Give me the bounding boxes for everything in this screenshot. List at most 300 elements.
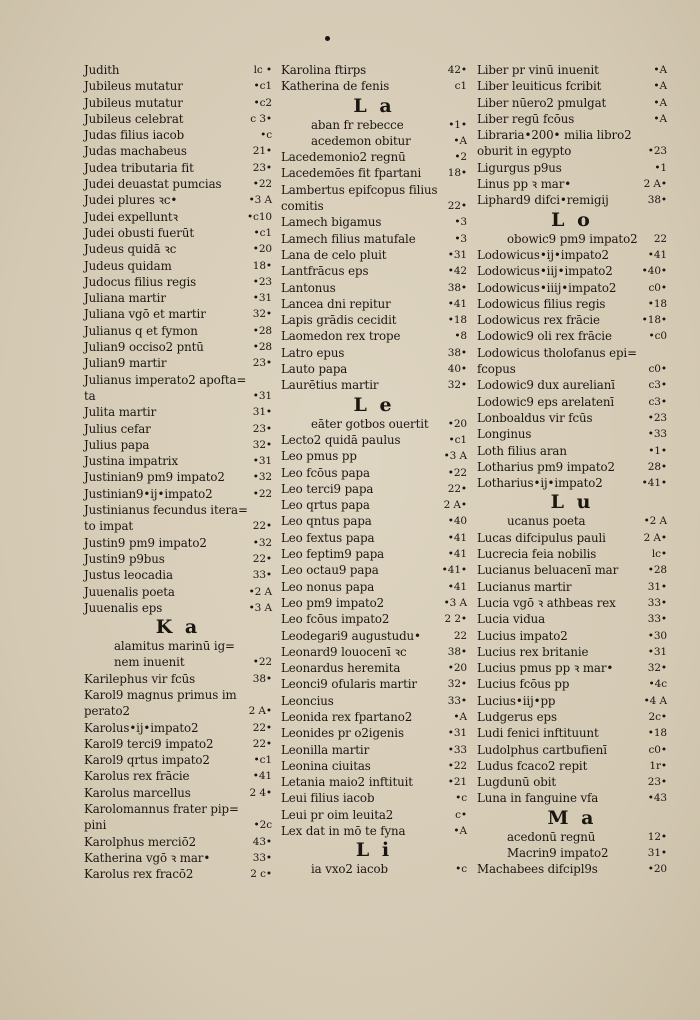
entry-text: Leo feptim9 papa — [281, 547, 385, 562]
entry-folio: •c — [455, 863, 467, 876]
index-entry — [84, 176, 272, 192]
index-entry — [84, 355, 272, 371]
index-entry — [84, 437, 272, 453]
entry-text: Karol9 magnus primus im — [84, 687, 237, 702]
entry-text: obowic9 pm9 impato2 — [507, 231, 638, 246]
entry-folio: •22 — [447, 759, 467, 772]
entry-text: Leonci9 ofularis martir — [281, 677, 417, 692]
entry-folio: c3• — [648, 379, 667, 392]
entry-folio: •23 — [647, 145, 667, 158]
entry-folio: •20 — [447, 417, 467, 430]
entry-text: oburit in egypto — [477, 144, 572, 159]
index-entry — [281, 263, 467, 279]
index-entry — [281, 595, 467, 611]
entry-text: Judei deuastat pumcias — [84, 177, 222, 192]
entry-folio: •c — [260, 129, 272, 142]
index-entry — [477, 845, 667, 861]
entry-folio: 33• — [447, 694, 467, 707]
index-entry — [84, 801, 272, 817]
entry-folio: •c1 — [448, 433, 467, 446]
index-entry — [477, 829, 667, 845]
entry-folio: 2 4• — [249, 786, 272, 799]
entry-folio: 23• — [252, 422, 272, 435]
entry-folio: •31 — [647, 645, 667, 658]
entry-folio: •18 — [647, 297, 667, 310]
index-entry — [477, 247, 667, 263]
entry-text: Leonina ciuitas — [281, 758, 371, 773]
entry-folio: 32• — [252, 438, 272, 451]
section-heading: L o — [551, 208, 593, 231]
index-entry — [281, 861, 467, 877]
index-entry — [84, 225, 272, 241]
entry-folio: 42• — [447, 64, 467, 76]
entry-folio: 22 — [453, 629, 467, 642]
entry-text: Julian9 martir — [84, 356, 167, 371]
entry-folio: •41• — [441, 564, 467, 577]
entry-folio: •31 — [447, 727, 467, 740]
entry-text: ucanus poeta — [507, 514, 586, 529]
entry-folio: •41 — [647, 248, 667, 261]
index-entry — [477, 263, 667, 279]
entry-text: Liphard9 difci•remigij — [477, 193, 609, 208]
entry-text: Judith — [84, 63, 120, 77]
entry-folio: c1 — [454, 80, 467, 93]
entry-folio: •2 A — [643, 515, 667, 528]
entry-folio: c0• — [648, 281, 667, 294]
entry-text: Lauto papa — [281, 362, 348, 377]
page-mark — [325, 36, 330, 41]
index-entry — [281, 198, 467, 214]
index-entry — [477, 345, 667, 361]
entry-text: pini — [84, 818, 107, 833]
entry-folio: •41 — [252, 770, 272, 783]
entry-folio: 33• — [647, 596, 667, 609]
entry-folio: •41 — [447, 580, 467, 593]
index-entry — [477, 361, 667, 377]
entry-text: Lucianus beluacenī mar — [477, 563, 619, 578]
index-entry — [281, 432, 467, 448]
entry-text: Katherina de fenis — [281, 79, 390, 94]
entry-folio: •22 — [252, 178, 272, 191]
entry-folio: 1r• — [649, 759, 667, 772]
entry-folio: •c10 — [246, 210, 272, 223]
entry-text: Julius cefar — [84, 421, 151, 436]
entry-text: Lacedemōes fit fpartani — [281, 166, 422, 181]
entry-text: Lodowicus filius regis — [477, 296, 606, 311]
entry-folio: 31• — [647, 847, 667, 860]
entry-text: Judocus filius regis — [84, 274, 197, 289]
entry-text: Leo pmus pp — [281, 449, 357, 464]
index-entry — [281, 465, 467, 481]
index-entry — [281, 758, 467, 774]
entry-folio: •28 — [252, 341, 272, 354]
entry-text: Lodowicus rex frācie — [477, 313, 600, 328]
index-entry — [281, 312, 467, 328]
entry-text: Lodowic9 eps arelatenī — [477, 394, 615, 409]
index-entry — [477, 595, 667, 611]
index-entry — [477, 790, 667, 806]
entry-folio: c3• — [648, 395, 667, 408]
entry-folio: 28• — [647, 460, 667, 473]
index-entry — [281, 361, 467, 377]
entry-folio: •4 A — [643, 694, 667, 707]
index-entry — [281, 345, 467, 361]
entry-folio: 38• — [647, 194, 667, 207]
entry-folio: •A — [453, 134, 467, 147]
entry-folio: •33 — [647, 428, 667, 441]
entry-text: Judei plures ꝛc• — [84, 193, 178, 208]
index-entry — [477, 394, 667, 410]
entry-text: Karolus marcellus — [84, 785, 191, 800]
index-entry — [477, 725, 667, 741]
entry-folio: •1 — [654, 161, 667, 174]
entry-folio: 43• — [252, 835, 272, 848]
entry-text: Lancea dni repitur — [281, 296, 391, 311]
entry-text: Leui pr oim leuita2 — [281, 807, 394, 822]
entry-text: Julian9 occiso2 pntū — [84, 340, 204, 355]
entry-folio: •18• — [641, 314, 667, 327]
entry-text: Lana de celo pluit — [281, 247, 387, 262]
entry-folio: •A — [453, 825, 467, 838]
section-heading: L a — [353, 94, 395, 117]
index-entry — [84, 404, 272, 420]
index-entry — [281, 725, 467, 741]
entry-text: Leo qrtus papa — [281, 498, 370, 513]
index-entry — [281, 742, 467, 758]
index-entry — [477, 774, 667, 790]
entry-text: Judas filius iacob — [84, 128, 185, 143]
index-entry — [281, 247, 467, 263]
entry-text: Lucius fcōus pp — [477, 677, 570, 692]
entry-text: Justina impatrix — [84, 454, 179, 469]
index-entry — [281, 149, 467, 165]
entry-folio: 18• — [252, 259, 272, 272]
entry-folio: •3 A — [443, 596, 467, 609]
entry-text: Lodowic9 oli rex frācie — [477, 329, 612, 344]
entry-folio: 18• — [447, 167, 467, 180]
entry-folio: •31 — [252, 389, 272, 402]
index-entry — [84, 671, 272, 687]
entry-text: Katherina vgō ꝛ mar• — [84, 850, 211, 865]
entry-folio: •41 — [447, 548, 467, 561]
index-entry — [84, 703, 272, 719]
entry-text: Jubileus mutatur — [84, 95, 183, 110]
entry-text: Leoncius — [281, 693, 334, 708]
entry-folio: 22• — [252, 721, 272, 734]
index-entry — [477, 176, 667, 192]
entry-folio: •2 — [454, 151, 467, 164]
index-entry — [281, 497, 467, 513]
entry-text: Leo fextus papa — [281, 530, 375, 545]
entry-text: Julianus imperato2 apofta= — [84, 372, 247, 387]
entry-text: Loth filius aran — [477, 443, 567, 458]
entry-text: Judas machabeus — [84, 144, 187, 159]
entry-folio: •8 — [454, 330, 467, 343]
index-entry — [477, 758, 667, 774]
entry-folio: •A — [653, 96, 667, 109]
entry-text: ta — [84, 388, 96, 403]
index-entry — [281, 660, 467, 676]
entry-text: Karolphus merciō2 — [84, 834, 197, 849]
entry-text: Leo pm9 impato2 — [281, 595, 385, 610]
entry-text: acedemon obitur — [311, 133, 411, 148]
index-entry — [84, 274, 272, 290]
index-entry — [84, 453, 272, 469]
index-entry — [281, 296, 467, 312]
entry-text: Karol9 terci9 impato2 — [84, 736, 214, 751]
index-entry — [281, 448, 467, 464]
index-entry — [281, 481, 467, 497]
entry-folio: 2 A• — [643, 178, 667, 191]
entry-text: Lucianus martir — [477, 579, 572, 594]
entry-text: Karol9 qrtus impato2 — [84, 753, 210, 768]
index-entry — [84, 127, 272, 143]
entry-folio: •A — [653, 64, 667, 76]
entry-text: Justinian9 pm9 impato2 — [84, 470, 225, 485]
entry-text: Laurētius martir — [281, 378, 379, 393]
index-entry — [281, 562, 467, 578]
entry-text: Karolus rex fracō2 — [84, 867, 194, 882]
entry-text: Karolus•ij•impato2 — [84, 720, 199, 735]
entry-text: Juliana martir — [84, 291, 166, 306]
entry-folio: •18 — [447, 314, 467, 327]
entry-folio: 22• — [252, 737, 272, 750]
entry-folio: •c1 — [253, 754, 272, 767]
entry-text: Liber nūero2 pmulgat — [477, 95, 607, 110]
entry-folio: 38• — [447, 346, 467, 359]
entry-folio: •3 — [454, 216, 467, 229]
entry-text: Leonida rex fpartano2 — [281, 709, 413, 724]
index-entry — [477, 160, 667, 176]
index-entry — [281, 611, 467, 627]
entry-folio: •3 A — [443, 450, 467, 463]
entry-text: Jubileus mutatur — [84, 79, 183, 94]
index-entry — [477, 660, 667, 676]
entry-text: Lodowicus•iiij•impato2 — [477, 280, 617, 295]
entry-text: Libraria•200• milia libro2 — [477, 128, 632, 143]
index-column-1 — [84, 62, 272, 883]
index-entry — [281, 214, 467, 230]
entry-text: ia vxo2 iacob — [311, 862, 388, 877]
entry-folio: 2c• — [648, 710, 667, 723]
entry-folio: •20 — [252, 243, 272, 256]
index-entry — [84, 687, 272, 703]
entry-text: Lantfrācus eps — [281, 264, 369, 279]
index-entry — [477, 111, 667, 127]
entry-folio: c• — [455, 808, 467, 821]
index-entry — [281, 628, 467, 644]
index-entry — [281, 513, 467, 529]
entry-folio: •c2 — [253, 96, 272, 109]
entry-text: Liber pr vinū inuenit — [477, 63, 599, 77]
index-entry — [477, 579, 667, 595]
entry-folio: •23 — [647, 411, 667, 424]
index-entry — [84, 535, 272, 551]
index-entry — [84, 518, 272, 534]
entry-folio: •31 — [252, 455, 272, 468]
entry-folio: 22 — [653, 232, 667, 245]
entry-folio: 22• — [252, 520, 272, 533]
index-entry — [281, 165, 467, 181]
index-entry — [84, 752, 272, 768]
entry-folio: •3 A — [248, 601, 272, 614]
entry-text: Lapis grādis cecidit — [281, 313, 397, 328]
entry-text: to impat — [84, 519, 134, 534]
entry-text: Lucas difcipulus pauli — [477, 530, 606, 545]
entry-folio: •42 — [447, 265, 467, 278]
section-heading: M a — [547, 806, 597, 829]
entry-text: Liber regū fcōus — [477, 111, 575, 126]
entry-folio: •c1 — [253, 226, 272, 239]
entry-folio: 23• — [647, 776, 667, 789]
entry-text: Luna in fanguine vfa — [477, 791, 599, 806]
section-heading: L e — [353, 393, 395, 416]
entry-folio: •32 — [252, 471, 272, 484]
entry-folio: 12• — [647, 830, 667, 843]
index-entry — [477, 709, 667, 725]
entry-folio: •28 — [647, 564, 667, 577]
index-entry — [84, 567, 272, 583]
entry-folio: 2 A• — [248, 705, 272, 718]
entry-text: Ludi fenici inftituunt — [477, 726, 599, 741]
index-entry — [281, 328, 467, 344]
index-entry — [477, 426, 667, 442]
entry-text: Laomedon rex trope — [281, 329, 401, 344]
entry-text: Justus leocadia — [84, 568, 173, 583]
entry-text: Juliana vgō et martir — [84, 307, 206, 322]
entry-text: Leo fcōus papa — [281, 465, 370, 480]
entry-text: Judeus quidam — [84, 258, 172, 273]
index-entry — [477, 742, 667, 758]
entry-text: Julita martir — [84, 405, 157, 420]
index-entry — [477, 611, 667, 627]
entry-text: Lucrecia feia nobilis — [477, 547, 597, 562]
section-heading: L i — [355, 839, 393, 862]
index-entry — [477, 443, 667, 459]
index-entry — [84, 241, 272, 257]
index-entry — [281, 774, 467, 790]
index-entry — [84, 323, 272, 339]
entry-text: Juuenalis eps — [84, 600, 163, 615]
index-entry — [281, 823, 467, 839]
index-entry — [477, 530, 667, 546]
index-entry — [84, 866, 272, 882]
entry-text: Lotharius•ij•impato2 — [477, 476, 603, 491]
entry-text: Lucius pmus pp ꝛ mar• — [477, 661, 614, 676]
entry-text: Leonides pr o2igenis — [281, 726, 404, 741]
index-entry — [84, 785, 272, 801]
entry-folio: 22• — [252, 552, 272, 565]
entry-text: acedonū regnū — [507, 829, 596, 844]
entry-text: Lantonus — [281, 280, 336, 295]
entry-folio: •c — [455, 792, 467, 805]
entry-folio: •22 — [252, 656, 272, 669]
entry-folio: •40 — [447, 515, 467, 528]
index-entry — [84, 834, 272, 850]
entry-folio: •c1 — [253, 80, 272, 93]
entry-folio: c 3• — [250, 112, 272, 125]
entry-folio: •22 — [447, 466, 467, 479]
entry-folio: 21• — [252, 145, 272, 158]
index-entry — [84, 817, 272, 833]
index-entry — [84, 469, 272, 485]
section-heading: K a — [155, 616, 201, 639]
entry-text: Letania maio2 inftituit — [281, 775, 413, 790]
entry-folio: lc • — [253, 64, 272, 76]
entry-text: Lucia vidua — [477, 612, 546, 627]
entry-text: Lecto2 quidā paulus — [281, 432, 401, 447]
entry-text: Karolina ftirps — [281, 63, 367, 77]
entry-folio: •3 A — [248, 194, 272, 207]
entry-folio: •21 — [447, 776, 467, 789]
entry-folio: 23• — [252, 161, 272, 174]
entry-text: Justin9 p9bus — [84, 551, 165, 566]
entry-text: Ludgerus eps — [477, 709, 557, 724]
index-entry — [84, 654, 272, 670]
entry-text: Leo octau9 papa — [281, 563, 379, 578]
index-entry — [281, 78, 467, 94]
entry-text: Lambertus epifcopus filius — [281, 182, 438, 197]
entry-text: Machabees difcipl9s — [477, 862, 598, 877]
index-entry — [477, 513, 667, 529]
entry-text: Leo qntus papa — [281, 514, 372, 529]
entry-folio: 32• — [447, 379, 467, 392]
index-entry — [477, 546, 667, 562]
index-entry — [477, 95, 667, 111]
index-entry — [477, 377, 667, 393]
index-entry — [84, 62, 272, 78]
entry-text: Ligurgus p9us — [477, 160, 562, 175]
index-entry — [477, 296, 667, 312]
entry-folio: c0• — [648, 363, 667, 376]
index-entry — [281, 676, 467, 692]
index-entry — [477, 127, 667, 143]
index-entry — [477, 459, 667, 475]
entry-text: Lamech bigamus — [281, 215, 382, 230]
entry-text: Linus pp ꝛ mar• — [477, 177, 572, 192]
entry-text: Lamech filius matufale — [281, 231, 416, 246]
entry-text: Liber leuiticus fcribit — [477, 79, 602, 94]
entry-folio: 40• — [447, 363, 467, 376]
entry-folio: •20 — [647, 863, 667, 876]
entry-text: Justinian9•ij•impato2 — [84, 486, 213, 501]
index-entry — [477, 192, 667, 208]
index-entry — [477, 143, 667, 159]
index-entry — [281, 182, 467, 198]
index-entry — [84, 421, 272, 437]
entry-text: Karolomannus frater pip= — [84, 802, 239, 817]
entry-text: Leo terci9 papa — [281, 481, 374, 496]
entry-text: fcopus — [477, 362, 516, 377]
entry-folio: 32• — [647, 662, 667, 675]
index-entry — [84, 502, 272, 518]
index-entry — [84, 339, 272, 355]
entry-folio: •43 — [647, 792, 667, 805]
index-entry — [477, 312, 667, 328]
entry-text: Lodowic9 dux aurelianī — [477, 378, 615, 393]
entry-folio: •4c — [648, 678, 667, 691]
entry-text: Lucius impato2 — [477, 628, 568, 643]
index-entry — [84, 720, 272, 736]
entry-text: Lodowicus•ij•impato2 — [477, 247, 609, 262]
entry-text: Lucia vgō ꝛ athbeas rex — [477, 595, 616, 610]
entry-folio: •1• — [648, 444, 667, 457]
entry-text: Lodowicus tholofanus epi= — [477, 345, 637, 360]
index-entry — [477, 693, 667, 709]
index-entry — [84, 95, 272, 111]
index-entry — [84, 306, 272, 322]
entry-text: Leo fcōus impato2 — [281, 612, 390, 627]
